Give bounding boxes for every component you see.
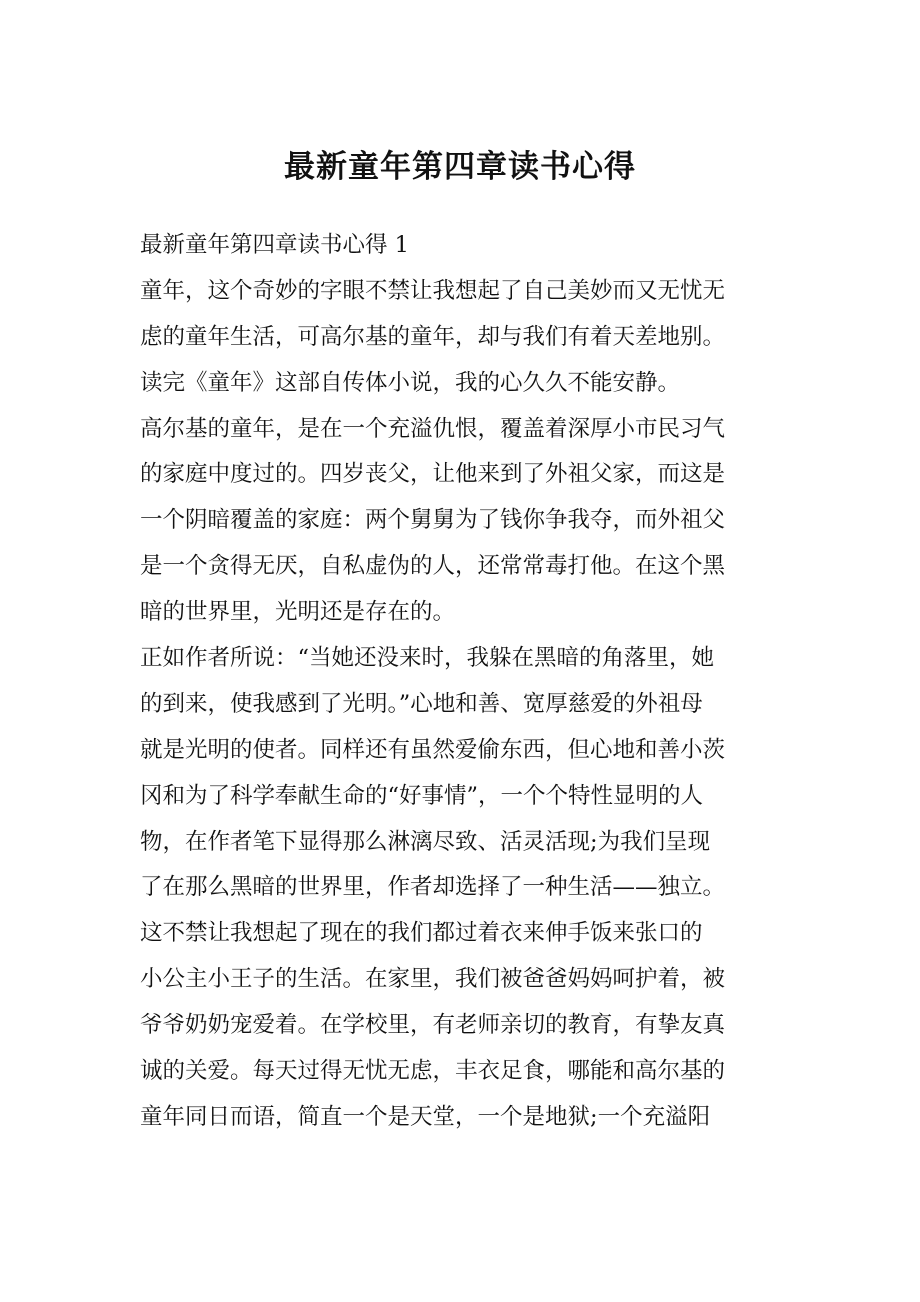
- paragraph-line: 虑的童年生活，可高尔基的童年，却与我们有着天差地别。: [140, 323, 726, 350]
- paragraph-line: 了在那么黑暗的世界里，作者却选择了一种生活——独立。: [140, 874, 726, 901]
- paragraph-line: 爷爷奶奶宠爱着。在学校里，有老师亲切的教育，有挚友真: [140, 1012, 726, 1039]
- paragraph-line: 物，在作者笔下显得那么淋漓尽致、活灵活现;为我们呈现: [140, 828, 711, 855]
- paragraph-line: 的家庭中度过的。四岁丧父，让他来到了外祖父家，而这是: [140, 461, 726, 488]
- paragraph-line: 一个阴暗覆盖的家庭：两个舅舅为了钱你争我夺，而外祖父: [140, 507, 726, 534]
- paragraph-line: 童年，这个奇妙的字眼不禁让我想起了自己美妙而又无忧无: [140, 277, 726, 304]
- document-body: [140, 223, 795, 1141]
- document-title: 最新童年第四章读书心得: [284, 149, 636, 185]
- paragraph-line: 读完《童年》这部自传体小说，我的心久久不能安静。: [140, 369, 681, 396]
- paragraph-line: 这不禁让我想起了现在的我们都过着衣来伸手饭来张口的: [140, 920, 703, 947]
- paragraph-line: 小公主小王子的生活。在家里，我们被爸爸妈妈呵护着，被: [140, 966, 726, 993]
- paragraph-line: 的到来，使我感到了光明。”心地和善、宽厚慈爱的外祖母: [140, 690, 703, 717]
- paragraph-line: 正如作者所说：“当她还没来时，我躲在黑暗的角落里，她: [140, 645, 715, 672]
- paragraph-line: 童年同日而语，简直一个是天堂，一个是地狱;一个充溢阳: [140, 1103, 711, 1130]
- document-subtitle: 最新童年第四章读书心得 1: [140, 232, 409, 258]
- paragraph-line: 暗的世界里，光明还是存在的。: [140, 599, 456, 626]
- paragraph-line: 冈和为了科学奉献生命的“好事情”，一个个特性显明的人: [140, 782, 704, 809]
- paragraph-line: 诚的关爱。每天过得无忧无虑，丰衣足食，哪能和高尔基的: [140, 1058, 726, 1085]
- paragraph-line: 就是光明的使者。同样还有虽然爱偷东西，但心地和善小茨: [140, 736, 726, 763]
- paragraph-line: 高尔基的童年，是在一个充溢仇恨，覆盖着深厚小市民习气: [140, 415, 726, 442]
- paragraph-line: 是一个贪得无厌，自私虚伪的人，还常常毒打他。在这个黑: [140, 553, 726, 580]
